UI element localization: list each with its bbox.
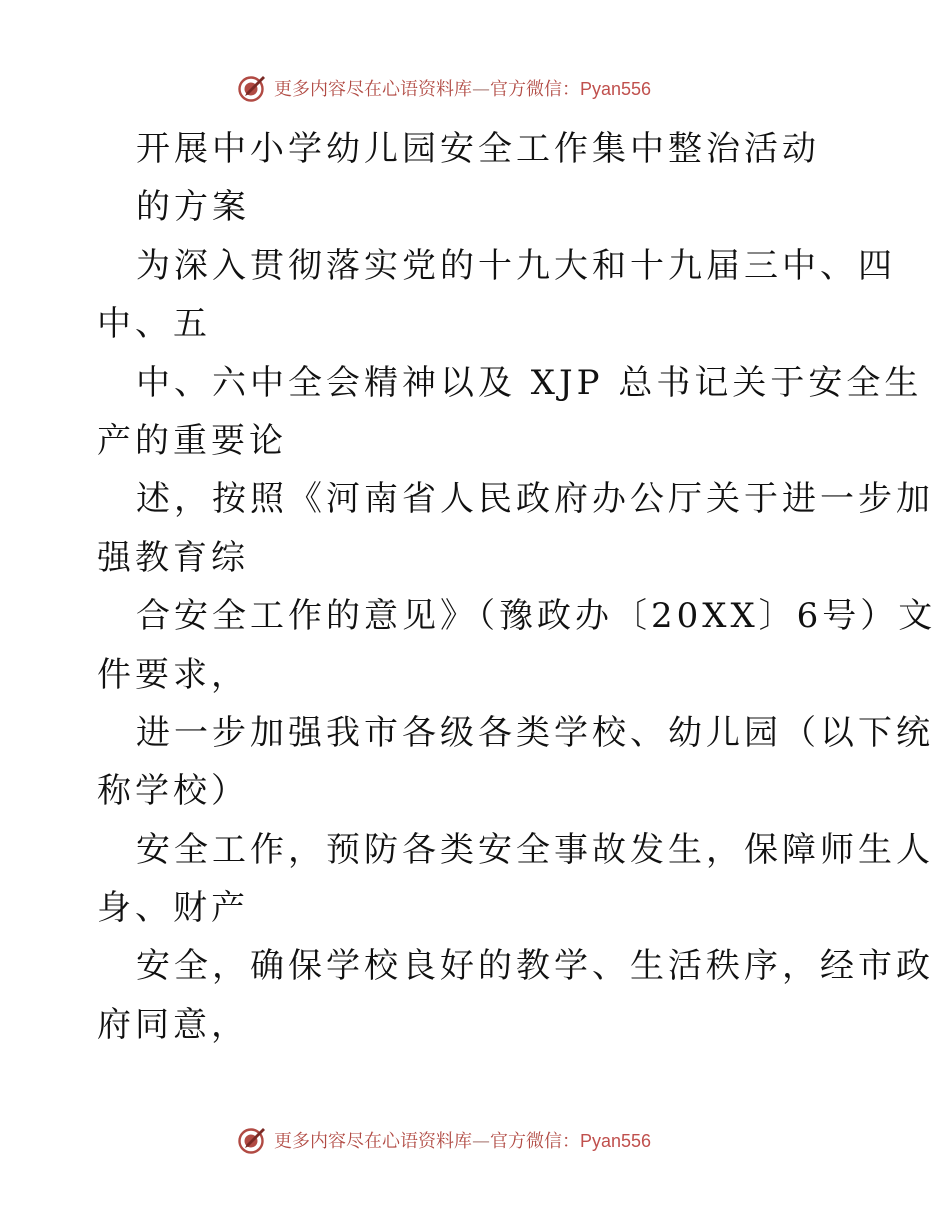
watermark-text-line (274, 1129, 651, 1154)
paragraph-line: 身、财产 (97, 888, 249, 928)
document-title-line-1: 开展中小学幼儿园安全工作集中整治活动 (136, 129, 820, 169)
paragraph-line: 合安全工作的意见》（豫政办〔20XX〕6号）文 (136, 596, 937, 636)
watermark-separator: — (472, 79, 490, 100)
footer-watermark (0, 1122, 950, 1162)
paragraph-line: 中、五 (97, 304, 211, 344)
paragraph-line: 安全工作，预防各类安全事故发生，保障师生人 (136, 830, 934, 870)
paragraph-line: 产的重要论 (97, 421, 287, 461)
watermark-text: 更多内容尽在心语资料库 (274, 1131, 472, 1152)
watermark-wechat-id: Pyan556 (580, 79, 652, 99)
watermark-separator: — (472, 1131, 490, 1152)
paragraph-line: 称学校） (97, 771, 249, 811)
paragraph-line: 件要求， (97, 655, 249, 695)
watermark-wechat-label: 官方微信： (490, 79, 580, 100)
quill-pen-seal-icon (236, 1124, 268, 1156)
paragraph-line: 中、六中全会精神以及 XJP 总书记关于安全生 (136, 363, 923, 403)
paragraph-line: 强教育综 (97, 538, 249, 578)
watermark-text: 更多内容尽在心语资料库 (274, 79, 472, 100)
paragraph-line: 为深入贯彻落实党的十九大和十九届三中、四 (136, 246, 896, 286)
paragraph-line: 述，按照《河南省人民政府办公厅关于进一步加 (136, 479, 934, 519)
paragraph-line: 安全，确保学校良好的教学、生活秩序，经市政 (136, 946, 934, 986)
watermark-wechat-id: Pyan556 (580, 1131, 652, 1151)
watermark-wechat-label: 官方微信： (490, 1131, 580, 1152)
document-title-line-2: 的方案 (136, 187, 250, 227)
paragraph-line: 进一步加强我市各级各类学校、幼儿园（以下统 (136, 713, 934, 753)
paragraph-line: 府同意， (97, 1005, 249, 1045)
